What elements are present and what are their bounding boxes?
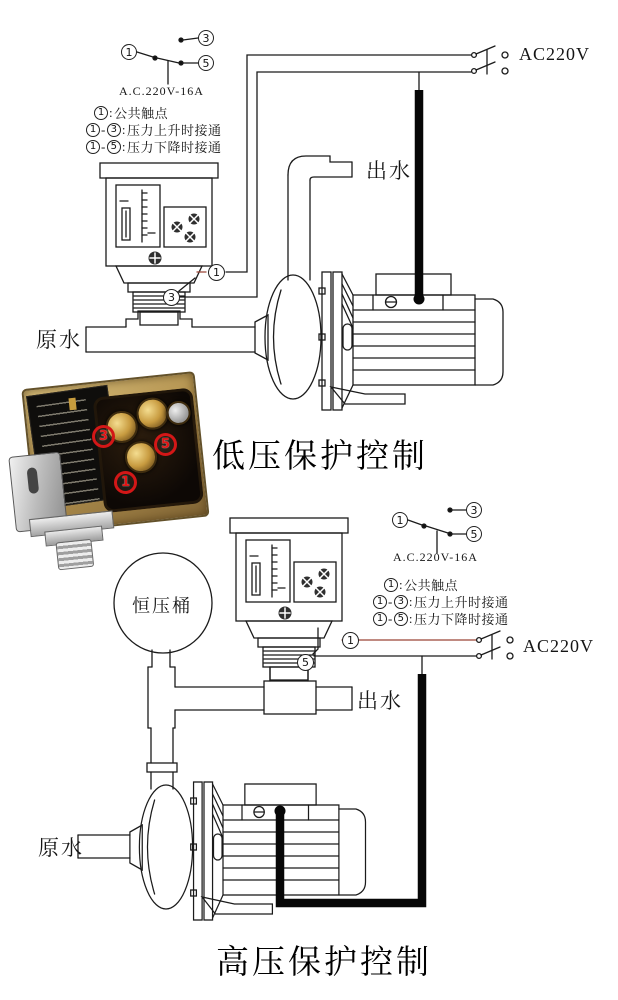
legend-high-terminal-up: 3 — [466, 502, 482, 518]
legend-low-terminal-down: 5 — [198, 55, 214, 71]
photo-annotation-terminal-5: 5 — [154, 433, 177, 456]
legend-text: 公共触点 — [114, 106, 169, 121]
legend-low-terminal-common: 1 — [121, 44, 137, 60]
legend-high-terminal-down: 5 — [466, 526, 482, 542]
legend-high-terminal-common: 1 — [392, 512, 408, 528]
wire-label-5-high: 5 — [297, 654, 314, 671]
legend-text: 公共触点 — [404, 578, 459, 593]
ac-power-label-low: AC220V — [519, 44, 591, 64]
pump-low — [255, 272, 503, 410]
legend-text: 压力下降时接通 — [126, 140, 222, 155]
legend-circle: 1 — [86, 123, 100, 137]
legend-colon: : — [109, 104, 114, 120]
legend-circle: 1 — [384, 578, 398, 592]
ac-switch-high — [477, 631, 513, 659]
legend-circle: 1 — [86, 140, 100, 154]
legend-text: 压力上升时接通 — [126, 123, 222, 138]
legend-switch-symbol-low — [137, 38, 198, 84]
photo-threaded-stem — [55, 539, 94, 571]
inlet-label-low: 原水 — [36, 328, 82, 352]
legend-high-row-3 — [373, 609, 508, 628]
rating-label-low: A.C.220V-16A — [119, 84, 204, 98]
outlet-label-low: 出水 — [366, 159, 412, 183]
legend-text: 压力上升时接通 — [413, 595, 509, 610]
wire-label-1-high: 1 — [342, 632, 359, 649]
ac-switch-low — [472, 46, 508, 74]
legend-colon: : — [121, 138, 126, 154]
tank-label: 恒压桶 — [132, 596, 192, 616]
legend-dash: - — [388, 610, 393, 626]
pressure-switch-photo — [14, 372, 214, 564]
wires-low — [179, 55, 471, 297]
legend-switch-symbol-high — [408, 508, 466, 553]
legend-low-row-3 — [86, 137, 221, 156]
legend-low-terminal-up: 3 — [198, 30, 214, 46]
wire-label-3-low: 3 — [163, 289, 180, 306]
rating-label-high: A.C.220V-16A — [393, 550, 478, 564]
photo-annotation-terminal-3: 3 — [92, 425, 115, 448]
legend-circle: 3 — [107, 123, 121, 137]
legend-circle: 1 — [373, 595, 387, 609]
ac-power-label-high: AC220V — [523, 636, 595, 656]
legend-dash: - — [101, 138, 106, 154]
pressure-switch-low — [100, 163, 218, 325]
legend-colon: : — [408, 593, 413, 609]
title-low-pressure: 低压保护控制 — [212, 439, 428, 475]
photo-indicator — [68, 398, 76, 411]
legend-text: 压力下降时接通 — [413, 612, 509, 627]
tank-and-piping-high — [78, 553, 352, 858]
photo-body — [5, 362, 224, 574]
legend-colon: : — [399, 576, 404, 592]
inlet-label-high: 原水 — [38, 836, 84, 860]
outlet-label-high: 出水 — [357, 689, 403, 713]
wire-label-1-low: 1 — [208, 264, 225, 281]
photo-annotation-terminal-1: 1 — [114, 471, 137, 494]
title-high-pressure: 高压保护控制 — [216, 945, 432, 981]
legend-circle: 1 — [373, 612, 387, 626]
legend-circle: 5 — [107, 140, 121, 154]
wires-high — [313, 628, 479, 656]
legend-colon: : — [408, 610, 413, 626]
legend-circle: 5 — [394, 612, 408, 626]
power-cable-low — [414, 72, 425, 305]
legend-dash: - — [101, 121, 106, 137]
legend-dash: - — [388, 593, 393, 609]
legend-circle: 3 — [394, 595, 408, 609]
legend-colon: : — [121, 121, 126, 137]
legend-circle: 1 — [94, 106, 108, 120]
